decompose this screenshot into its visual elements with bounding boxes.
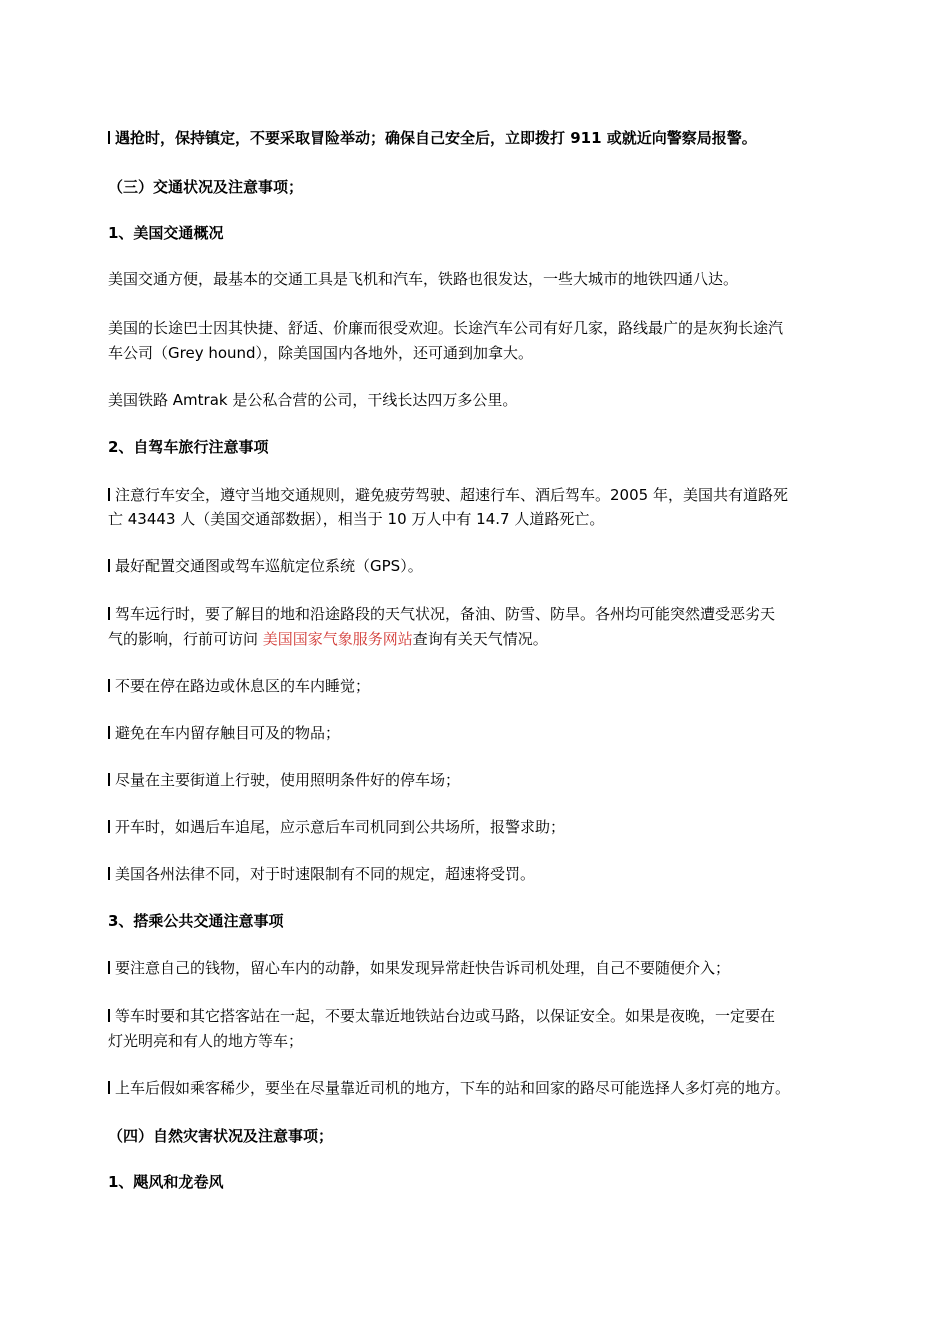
bullet-rearend — [108, 816, 565, 838]
paragraph-text: 美国交通方便，最基本的交通工具是飞机和汽车，铁路也很发达，一些大城市的地铁四通八达。 — [108, 270, 739, 288]
bullet-marker — [108, 131, 110, 144]
bullet-items — [108, 722, 340, 744]
bullet-marker — [108, 488, 110, 501]
bullet-text: 查询有关天气情况。 — [412, 630, 548, 648]
section-3-title — [108, 176, 303, 198]
bullet-wait-line2 — [108, 1030, 303, 1052]
bullet-text: 美国各州法律不同，对于时速限制有不同的规定，超速将受罚。 — [115, 865, 536, 883]
bullet-board — [108, 1077, 790, 1099]
section-4-title — [108, 1125, 333, 1147]
bullet-marker — [108, 820, 110, 833]
paragraph-bus-line2 — [108, 342, 533, 364]
section-title-text: （三）交通状况及注意事项； — [108, 178, 304, 196]
bullet-text: 遇抢时，保持镇定，不要采取冒险举动；确保自己安全后，立即拨打 911 或就近向警察局报警。 — [115, 129, 757, 147]
bullet-weather-line1 — [108, 603, 775, 625]
bullet-marker — [108, 773, 110, 786]
bullet-text: 不要在停在路边或休息区的车内睡觉； — [115, 677, 371, 695]
paragraph-text: 美国铁路 Amtrak 是公私合营的公司，干线长达四万多公里。 — [108, 391, 518, 409]
weather-service-link[interactable]: 美国国家气象服务网站 — [262, 630, 413, 648]
bullet-marker — [108, 679, 110, 692]
bullet-marker — [108, 1081, 110, 1094]
bullet-text: 亡 43443 人（美国交通部数据），相当于 10 万人中有 14.7 人道路死亡。 — [108, 510, 605, 528]
subsection-title-text: 1、飓风和龙卷风 — [108, 1173, 224, 1191]
bullet-marker — [108, 559, 110, 572]
bullet-marker — [108, 867, 110, 880]
bullet-text: 气的影响，行前可访问 — [108, 630, 263, 648]
paragraph-text: 美国的长途巴士因其快捷、舒适、价廉而很受欢迎。长途汽车公司有好几家，路线最广的是灰狗长途汽 — [108, 319, 784, 337]
bullet-safety-line1 — [108, 484, 788, 506]
bullet-laws — [108, 863, 535, 885]
bullet-text: 等车时要和其它搭客站在一起，不要太靠近地铁站台边或马路，以保证安全。如果是夜晚，一定要在 — [115, 1007, 776, 1025]
subsection-title-text: 3、搭乘公共交通注意事项 — [108, 912, 284, 930]
bullet-streets — [108, 769, 460, 791]
bullet-text: 避免在车内留存触目可及的物品； — [115, 724, 341, 742]
bullet-gps — [108, 555, 423, 577]
bullet-text: 要注意自己的钱物，留心车内的动静，如果发现异常赶快告诉司机处理，自己不要随便介入； — [115, 959, 731, 977]
subsection-3-title — [108, 910, 283, 932]
paragraph-bus-line1 — [108, 317, 783, 339]
bullet-sleep — [108, 675, 370, 697]
paragraph-overview — [108, 268, 738, 290]
paragraph-rail — [108, 389, 517, 411]
subsection-1-title — [108, 222, 223, 244]
bullet-text: 上车后假如乘客稀少，要坐在尽量靠近司机的地方，下车的站和回家的路尽可能选择人多灯亮的地方。 — [115, 1079, 791, 1097]
bullet-marker — [108, 726, 110, 739]
bullet-text: 驾车远行时，要了解目的地和沿途路段的天气状况，备油、防雪、防旱。各州均可能突然遭受恶劣天 — [115, 605, 776, 623]
section-title-text: （四）自然灾害状况及注意事项； — [108, 1127, 334, 1145]
bullet-text: 开车时，如遇后车追尾，应示意后车司机同到公共场所，报警求助； — [115, 818, 566, 836]
bullet-robbery — [108, 127, 757, 149]
bullet-text: 注意行车安全，遵守当地交通规则，避免疲劳驾驶、超速行车、酒后驾车。2005 年，美国共有道路死 — [115, 486, 788, 504]
bullet-text: 最好配置交通图或驾车巡航定位系统（GPS）。 — [115, 557, 423, 575]
subsection-2-title — [108, 436, 268, 458]
bullet-text: 尽量在主要街道上行驶，使用照明条件好的停车场； — [115, 771, 461, 789]
bullet-wait-line1 — [108, 1005, 775, 1027]
subsection-4-1-title — [108, 1171, 223, 1193]
paragraph-text: 车公司（Grey hound），除美国国内各地外，还可通到加拿大。 — [108, 344, 534, 362]
bullet-marker — [108, 961, 110, 974]
bullet-weather-line2 — [108, 628, 548, 650]
subsection-title-text: 1、美国交通概况 — [108, 224, 224, 242]
subsection-title-text: 2、自驾车旅行注意事项 — [108, 438, 269, 456]
bullet-safety-line2 — [108, 508, 604, 530]
bullet-marker — [108, 607, 110, 620]
bullet-text: 灯光明亮和有人的地方等车； — [108, 1032, 304, 1050]
bullet-marker — [108, 1009, 110, 1022]
bullet-money — [108, 957, 730, 979]
